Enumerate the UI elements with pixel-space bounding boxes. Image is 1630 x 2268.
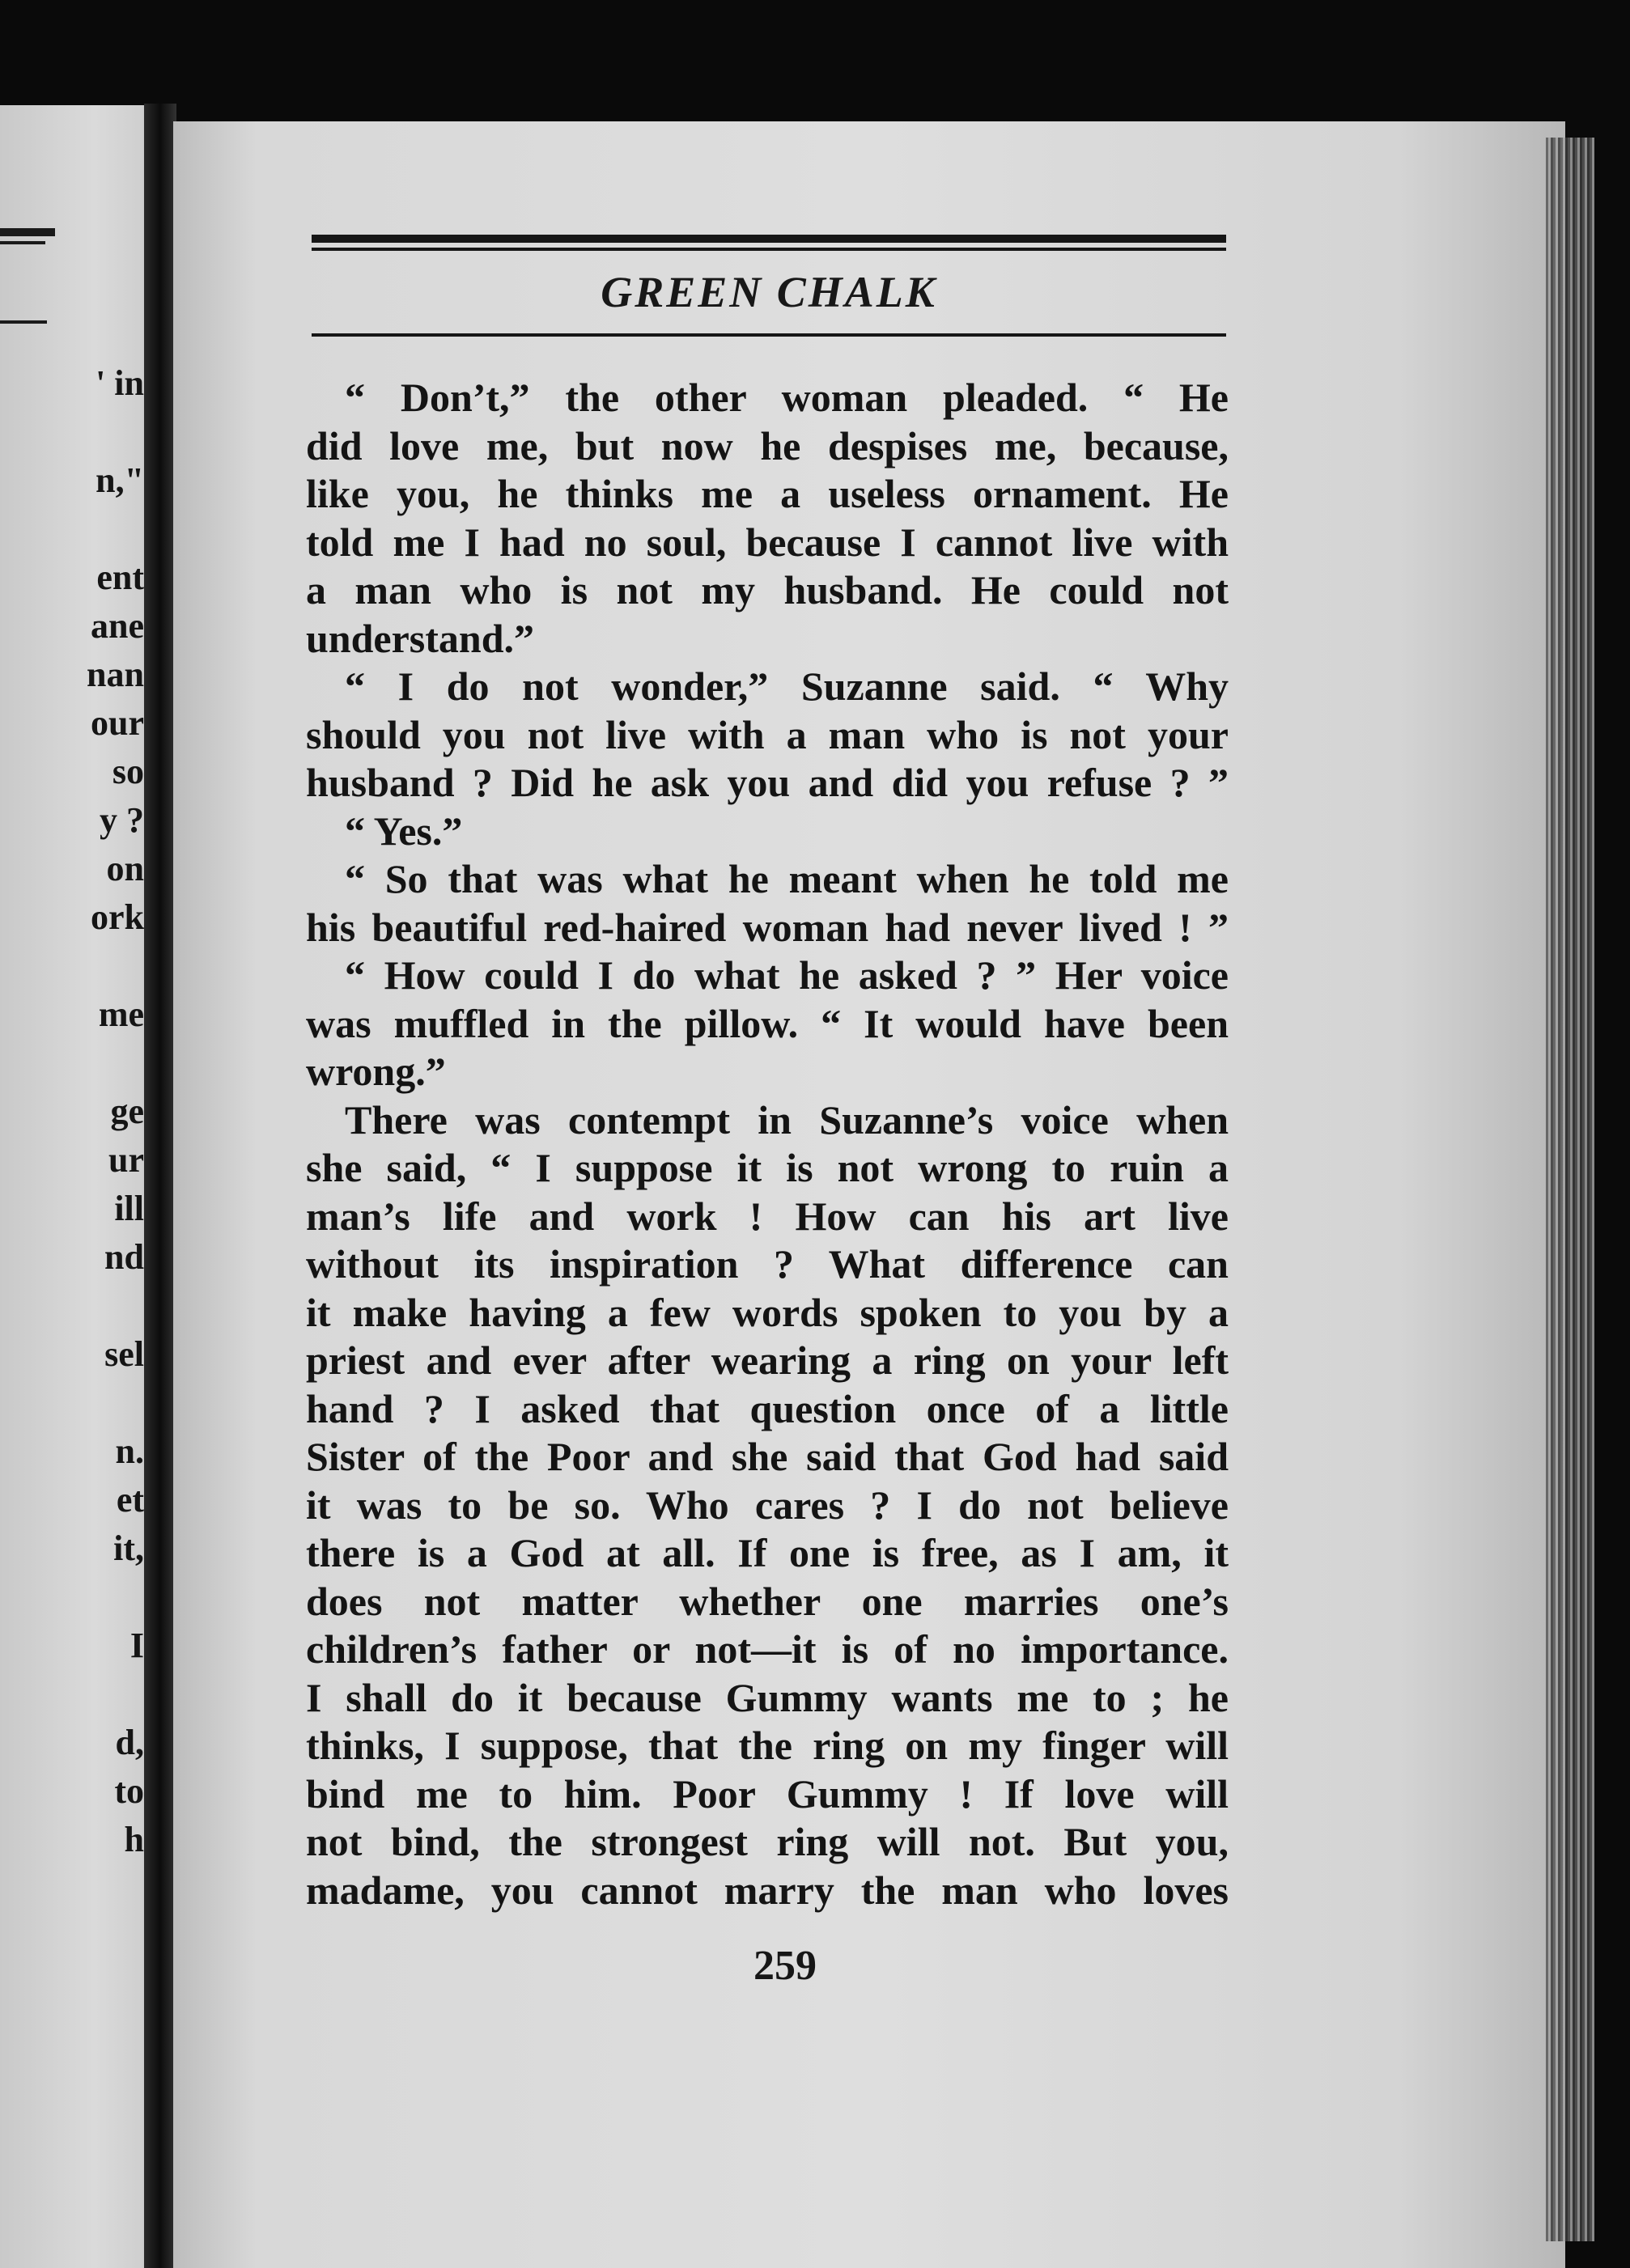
header-rule-thick [312, 235, 1226, 243]
header-rule-bottom [312, 333, 1226, 337]
text-line: thinks, I suppose, that the ring on my finger will [306, 1723, 1229, 1768]
text-line: there is a God at all. If one is free, as I am, it [306, 1530, 1229, 1575]
text-line: told me I had no soul, because I cannot live with [306, 519, 1229, 565]
text-line: I shall do it because Gummy wants me to ; he [306, 1674, 1229, 1720]
running-head-title: GREEN CHALK [601, 268, 937, 316]
left-fragment: n. [115, 1431, 144, 1471]
text-line: bind me to him. Poor Gummy ! If love will [306, 1770, 1229, 1817]
left-page-rule [0, 228, 55, 236]
text-line: a man who is not my husband. He could not [306, 567, 1229, 613]
left-fragment: on [106, 849, 144, 888]
left-fragment: me [98, 994, 144, 1034]
text-line: There was contempt in Suzanne’s voice when [345, 1096, 1229, 1142]
left-page-text-fragments [0, 0, 154, 2268]
header-rule-thin [312, 248, 1226, 251]
book-spine-gutter [144, 104, 176, 2268]
text-line: wrong.” [306, 1049, 446, 1094]
page-stack-edge [1546, 138, 1594, 2241]
text-line: children’s father or not—it is of no importance. [306, 1626, 1229, 1672]
text-line: “ Yes.” [345, 808, 463, 854]
text-line: husband ? Did he ask you and did you refuse ? ” [306, 760, 1229, 805]
left-fragment: nan [87, 655, 144, 694]
text-line: like you, he thinks me a useless ornament. He [306, 471, 1229, 516]
left-fragment: to [114, 1771, 144, 1811]
text-line: “ So that was what he meant when he told me [345, 856, 1229, 901]
text-line: understand.” [306, 615, 535, 661]
text-line: she said, “ I suppose it is not wrong to ruin a [306, 1145, 1229, 1190]
page-number: 259 [753, 1943, 817, 1989]
left-fragment: ge [110, 1092, 144, 1131]
page-body-text [306, 374, 1229, 1914]
text-line: “ How could I do what he asked ? ” Her voice [345, 952, 1229, 998]
left-fragment: it, [113, 1528, 144, 1568]
left-fragment: nd [104, 1237, 144, 1277]
text-line: it make having a few words spoken to you by a [306, 1289, 1229, 1335]
left-fragment: I [129, 1626, 144, 1665]
text-line: it was to be so. Who cares ? I do not believe [306, 1482, 1229, 1528]
text-line: madame, you cannot marry the man who loves [306, 1867, 1229, 1913]
text-line: man’s life and work ! How can his art live [306, 1193, 1229, 1239]
text-line: not bind, the strongest ring will not. But you, [306, 1819, 1229, 1864]
left-fragment: ill [114, 1189, 144, 1228]
text-line: without its inspiration ? What difference can [306, 1241, 1229, 1287]
left-fragment: h [124, 1820, 144, 1859]
left-fragment: ork [91, 897, 144, 937]
text-line: Sister of the Poor and she said that God had said [306, 1434, 1229, 1479]
left-page-rule [0, 241, 45, 244]
left-fragment: ' in [96, 363, 144, 403]
text-line: was muffled in the pillow. “ It would have been [306, 1000, 1229, 1046]
left-fragment: et [116, 1480, 144, 1520]
left-fragment: ent [96, 557, 144, 597]
left-fragment: n," [96, 460, 144, 500]
text-line: “ I do not wonder,” Suzanne said. “ Why [345, 663, 1229, 709]
text-line: his beautiful red-haired woman had never lived ! ” [306, 904, 1229, 950]
left-fragment: y ? [100, 800, 144, 840]
text-line: should you not live with a man who is not your [306, 711, 1229, 757]
text-line: does not matter whether one marries one’s [306, 1578, 1229, 1624]
left-fragment: ane [91, 606, 144, 646]
text-line: did love me, but now he despises me, because, [306, 422, 1229, 468]
left-page-rule [0, 320, 47, 324]
text-line: hand ? I asked that question once of a little [306, 1385, 1229, 1431]
text-line: priest and ever after wearing a ring on your left [306, 1337, 1229, 1383]
left-fragment: sel [104, 1334, 144, 1374]
text-line: “ Don’t,” the other woman pleaded. “ He [345, 375, 1229, 420]
left-fragment: so [112, 752, 144, 791]
left-fragment: our [91, 703, 144, 743]
running-head [312, 235, 1226, 340]
left-fragment: d, [115, 1723, 144, 1762]
left-fragment: ur [108, 1140, 144, 1180]
